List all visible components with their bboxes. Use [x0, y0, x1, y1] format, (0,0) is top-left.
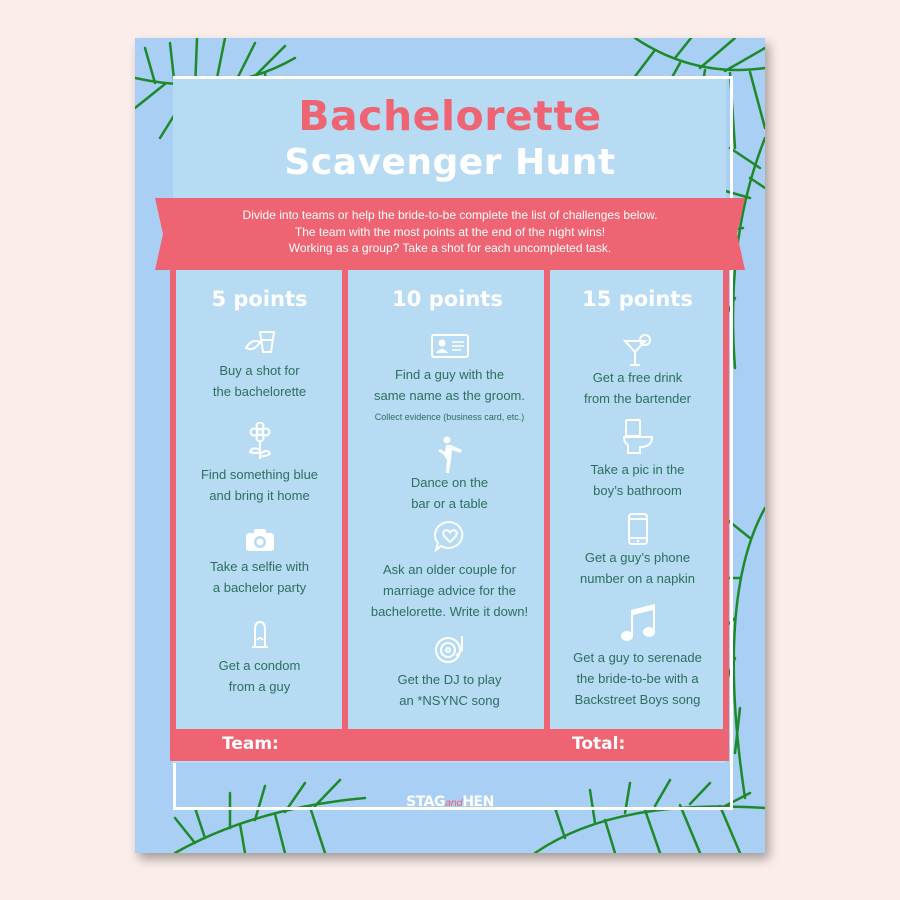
instructions-text [175, 207, 725, 257]
task-item: Get the DJ to play an *NSYNC song [397, 672, 502, 708]
total-label: Total: [572, 734, 626, 754]
camera-icon [172, 528, 347, 552]
instruction-line: Working as a group? Take a shot for each uncompleted task. [288, 241, 612, 255]
instruction-line: The team with the most points at the end of the night wins! [294, 224, 606, 239]
flower-icon [172, 422, 347, 460]
column-heading-15: 15 points [582, 287, 693, 311]
task-item: Get a free drink from the bartender [584, 370, 691, 406]
condom-icon [172, 620, 347, 650]
task-item: Buy a shot for the bachelorette [212, 363, 307, 399]
task-item: Find something blue and bring it home [200, 467, 319, 503]
task-item: Take a pic in the boy’s bathroom [590, 462, 685, 498]
id-card-icon [362, 334, 537, 358]
column-heading-10: 10 points [392, 287, 503, 311]
toilet-icon [550, 419, 725, 455]
task-item: Dance on the bar or a table [410, 475, 489, 511]
page-title: Bachelorette [298, 92, 602, 140]
page-subtitle: Scavenger Hunt [284, 142, 616, 183]
task-item: Ask an older couple for marriage advice for the bachelorette. Write it down! [370, 562, 529, 619]
task-item: Find a guy with the same name as the groom. Collect evidence (business card, etc.) [373, 367, 526, 422]
shot-glass-icon [172, 330, 347, 354]
music-note-icon [550, 602, 725, 642]
team-label: Team: [222, 734, 279, 754]
column-heading-5: 5 points [211, 287, 308, 311]
record-player-icon [362, 634, 537, 664]
phone-icon [550, 513, 725, 545]
cocktail-icon [550, 333, 725, 367]
dancer-icon [362, 436, 537, 474]
heart-chat-icon [362, 520, 537, 552]
task-item: Get a condom from a guy [218, 658, 301, 694]
task-item: Take a selfie with a bachelor party [210, 559, 309, 595]
instruction-line: Divide into teams or help the bride-to-be complete the list of challenges below. [242, 208, 658, 222]
brand-logo: STAGandHEN [406, 794, 494, 810]
task-item: Get a guy to serenade the bride-to-be with a Backstreet Boys song [573, 650, 702, 707]
task-item: Get a guy’s phone number on a napkin [580, 550, 695, 586]
